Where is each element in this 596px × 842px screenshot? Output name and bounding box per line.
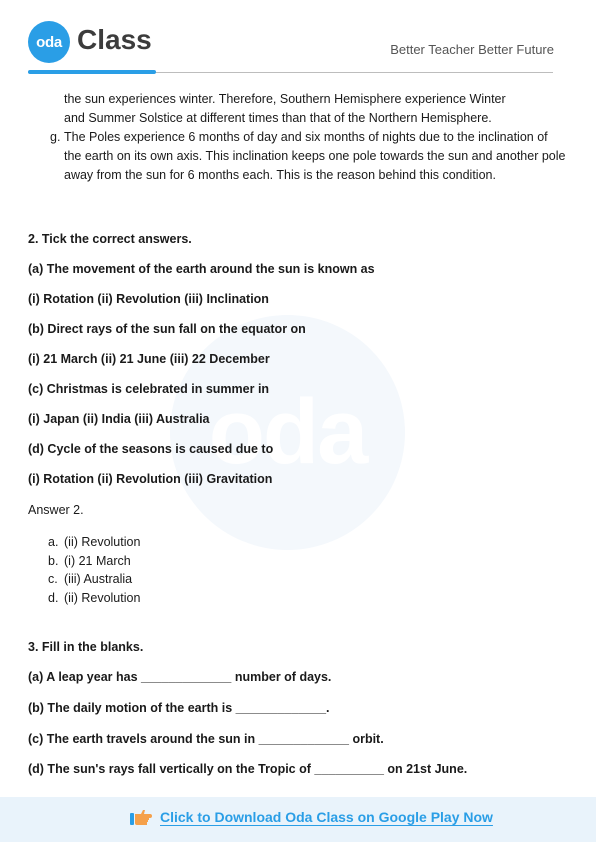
list-item [28,552,140,571]
answer-text: (ii) Revolution [64,535,141,549]
question-3b: (b) The daily motion of the earth is _____________. [28,701,330,715]
question-2b: (b) Direct rays of the sun fall on the equator on [28,322,306,336]
answer-text: (iii) Australia [64,572,133,586]
pointing-hand-icon [130,808,152,828]
question-2d: (d) Cycle of the seasons is caused due to [28,442,274,456]
list-item-text: The Poles experience 6 months of day and six months of nights due to the inclination of the earth on its own axis. This inclination keeps one pole towards the sun and another pole away from the sun for 6 months each. This is the reason behind this condition. [64,130,566,182]
question-2b-options: (i) 21 March (ii) 21 June (iii) 22 December [28,352,270,366]
continued-line-1: the sun experiences winter. Therefore, Southern Hemisphere experience Winter [64,92,506,106]
logo-mark: oda [36,33,62,51]
list-item-g [28,128,568,185]
watermark-logo [170,315,405,550]
question-3-heading: 3. Fill in the blanks. [28,640,144,654]
oda-logo-icon [28,21,70,63]
header-accent-bar [28,70,156,74]
question-2c: (c) Christmas is celebrated in summer in [28,382,270,396]
list-marker: d. [48,590,59,605]
list-item [28,570,140,589]
continued-line-2: and Summer Solstice at different times than that of the Northern Hemisphere. [64,111,492,125]
answer-2-list [28,533,140,607]
question-2c-options: (i) Japan (ii) India (iii) Australia [28,412,210,426]
question-2a: (a) The movement of the earth around the sun is known as [28,262,375,276]
download-link[interactable]: Click to Download Oda Class on Google Play Now [160,809,493,825]
list-item [28,533,140,552]
question-3d: (d) The sun's rays fall vertically on the Tropic of __________ on 21st June. [28,762,468,776]
list-marker: b. [48,553,59,568]
list-item [28,589,140,608]
tagline: Better Teacher Better Future [390,42,554,57]
question-2a-options: (i) Rotation (ii) Revolution (iii) Inclination [28,292,269,306]
list-marker: g. [50,130,61,144]
page-header [0,0,596,80]
question-3a: (a) A leap year has _____________ number of days. [28,670,332,684]
watermark-text: oda [208,381,367,483]
answer-text: (ii) Revolution [64,590,141,605]
list-marker: a. [48,535,59,549]
answer-text: (i) 21 March [64,553,131,568]
answer-2-label: Answer 2. [28,503,84,517]
list-marker: c. [48,572,58,586]
question-2d-options: (i) Rotation (ii) Revolution (iii) Gravitation [28,472,273,486]
question-2-heading: 2. Tick the correct answers. [28,232,192,246]
question-3c: (c) The earth travels around the sun in _____________ orbit. [28,732,384,746]
logo-text: Class [77,24,152,55]
